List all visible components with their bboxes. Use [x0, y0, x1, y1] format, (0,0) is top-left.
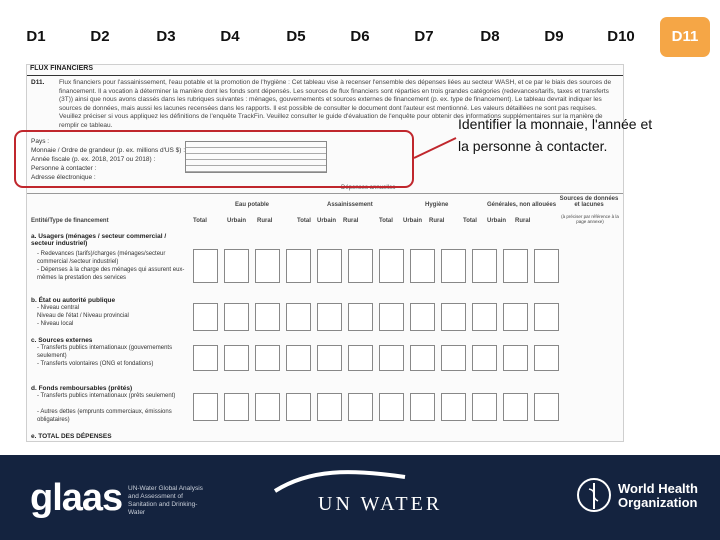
glaas-subtitle: UN-Water Global Analysis and Assessment of Sanitation and Drinking-Water	[128, 485, 203, 516]
meta-currency-label: Monnaie / Ordre de grandeur (p. ex. millions d'US $) :	[31, 147, 186, 154]
meta-email-label: Adresse électronique :	[31, 174, 96, 181]
question-id: D11.	[31, 79, 45, 86]
section-title: a. Usagers (ménages / secteur commercial / secteur industriel)	[31, 233, 167, 247]
section-item: - Niveau central	[37, 305, 80, 311]
meta-contact-label: Personne à contacter :	[31, 165, 97, 172]
col-header: Total	[379, 218, 393, 224]
group-header: Générales, non allouées	[487, 202, 557, 208]
section-item: Niveau de l'état / Niveau provincial	[37, 313, 129, 319]
tab-d7[interactable]: D7	[414, 28, 434, 45]
group-header: Assainissement	[327, 202, 373, 208]
tab-d1[interactable]: D1	[26, 28, 46, 45]
tab-d5[interactable]: D5	[286, 28, 306, 45]
col-header: Urbain	[227, 218, 247, 224]
section-item: - Redevances (tarifs)/charges (ménages/secteur commercial /secteur industriel)	[37, 251, 166, 265]
col-header: Total	[193, 218, 207, 224]
tab-d3[interactable]: D3	[156, 28, 176, 45]
col-header: Rural	[515, 218, 531, 224]
col-header: Urbain	[317, 218, 337, 224]
footer-banner	[0, 455, 720, 540]
section-item: - Transferts publics internationaux (gouvernements seulement)	[37, 345, 173, 359]
glaas-logo: glaas	[30, 477, 123, 519]
tab-d8[interactable]: D8	[480, 28, 500, 45]
tab-d2[interactable]: D2	[90, 28, 110, 45]
section-item: - Autres dettes (emprunts commerciaux, émissions obligataires)	[37, 409, 172, 423]
sources-header: Sources de données et lacunes	[559, 196, 619, 208]
entity-header: Entité/Type de financement	[31, 218, 109, 224]
tab-d6[interactable]: D6	[350, 28, 370, 45]
section-item: - Dépenses à la charge des ménages qui assurent eux-mêmes la prestation des services	[37, 267, 185, 281]
who-logo-text: World Health Organization	[618, 481, 698, 510]
tab-d10[interactable]: D10	[607, 28, 635, 45]
tab-d9[interactable]: D9	[544, 28, 564, 45]
col-header: Total	[463, 218, 477, 224]
section-item: - Transferts volontaires (ONG et fondations)	[37, 361, 154, 367]
col-header: Urbain	[403, 218, 423, 224]
section-title: b. État ou autorité publique	[31, 297, 116, 304]
col-header: Total	[297, 218, 311, 224]
group-header: Hygiène	[425, 202, 449, 208]
callout-text: Identifier la monnaie, l'année et la personne à contacter.	[458, 116, 653, 154]
un-water-logo: UN WATER	[318, 493, 443, 515]
form-intro: Flux financiers pour l'assainissement, l'eau potable et la promotion de l'hygiène : Cet tableau vise à recenser l'ensemble des dépenses liées au secteur WASH, et ce par le biais des sources de financement. Il a vocation à déterminer la manière dont les fonds sont dépensés. Les sources de flux financiers sont réparties en trois grandes catégories (redevances/tarifs, taxes et transferts (3T)) ainsi que nous avons classés dans les rubriques suivantes : ménages, gouvernements et sources externes de financement (p. ex. type de financement). Le tableau devrait indiquer les sources de données, mais aussi les lacunes recensées dans les rapports. Il est possible de consulter le document dont l'auteur est mentionné. Les valeurs détaillées ne sont pas requises. Veuillez préciser si vous appliquez les définitions de l'enquête TrackFin. Veuillez consulter le guide d'évaluation de l'enquête pour obtenir des informations supplémentaires sur la manière de remplir ce tableau.	[59, 79, 612, 129]
section-title: c. Sources externes	[31, 337, 93, 344]
tab-d11[interactable]: D11	[660, 17, 710, 57]
section-item: - Niveau local	[37, 321, 74, 327]
meta-year-label: Année fiscale (p. ex. 2018, 2017 ou 2018) :	[31, 156, 156, 163]
sources-subheader: (à préciser par référence à la page annexe)	[561, 214, 619, 224]
tab-d4[interactable]: D4	[220, 28, 240, 45]
group-header: Eau potable	[235, 202, 270, 208]
col-header: Rural	[343, 218, 359, 224]
table-caption: Dépenses annuelles	[341, 185, 396, 191]
col-header: Rural	[429, 218, 445, 224]
section-title: e. TOTAL DES DÉPENSES	[31, 433, 112, 440]
form-header: FLUX FINANCIERS	[27, 65, 624, 76]
section-title: d. Fonds remboursables (prêtés)	[31, 385, 133, 392]
col-header: Rural	[257, 218, 273, 224]
meta-country-label: Pays :	[31, 138, 50, 145]
col-header: Urbain	[487, 218, 507, 224]
who-emblem-icon	[576, 477, 612, 513]
section-item: - Transferts publics internationaux (prêts seulement)	[37, 393, 176, 399]
